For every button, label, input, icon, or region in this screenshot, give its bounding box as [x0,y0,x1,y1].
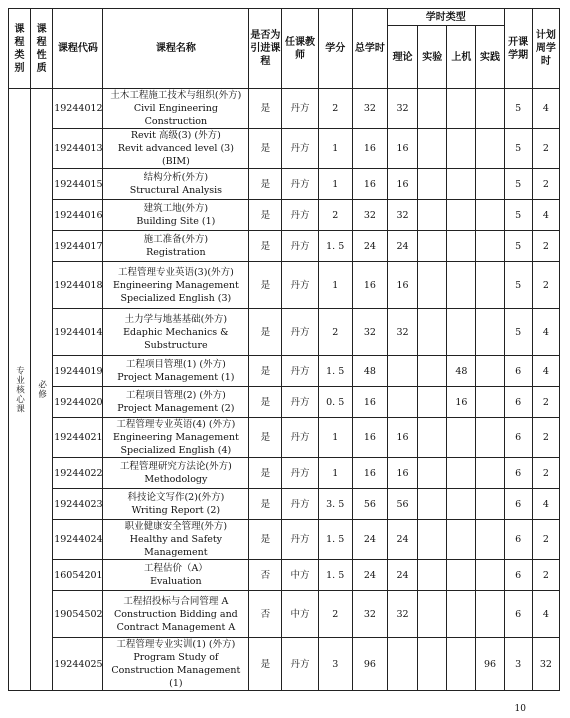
cell-total: 32 [352,309,387,356]
cell-teacher: 丹方 [282,262,318,309]
cell-computer [447,129,476,169]
table-row [9,387,560,418]
cell-code: 19244023 [53,489,103,520]
cell-practice [476,200,504,231]
course-name-en: Methodology [144,474,208,485]
cell-theory: 56 [387,489,417,520]
cell-semester: 6 [504,520,532,560]
cell-semester: 6 [504,591,532,638]
cell-experiment [418,520,447,560]
cell-course-name [103,309,249,356]
cell-computer [447,89,476,129]
cell-course-name [103,262,249,309]
cell-experiment [418,591,447,638]
cell-credit: 0. 5 [318,387,352,418]
course-name-cn: 工程项目管理(1) (外方) [125,359,226,370]
cell-total: 24 [352,231,387,262]
cell-course-name [103,458,249,489]
header-weekly-hours: 计划周学时 [532,9,559,89]
cell-teacher: 丹方 [282,89,318,129]
cell-computer [447,591,476,638]
cell-course-name [103,387,249,418]
header-name: 课程名称 [103,9,249,89]
page-number: 10 [514,704,526,714]
course-name-en: Writing Report (2) [131,505,221,516]
cell-total: 96 [352,638,387,691]
cell-weekly: 4 [532,309,559,356]
cell-code: 19244017 [53,231,103,262]
cell-computer [447,520,476,560]
cell-experiment [418,638,447,691]
cell-practice [476,520,504,560]
cell-weekly: 32 [532,638,559,691]
cell-total: 32 [352,591,387,638]
cell-code: 19244015 [53,169,103,200]
cell-computer [447,458,476,489]
cell-weekly: 4 [532,89,559,129]
cell-intro: 否 [249,560,282,591]
cell-course-name [103,418,249,458]
cell-theory: 32 [387,591,417,638]
cell-practice [476,262,504,309]
course-name-en: Edaphic Mechanics & Substructure [123,326,229,351]
cell-experiment [418,89,447,129]
cell-semester: 6 [504,560,532,591]
cell-computer [447,638,476,691]
cell-weekly: 2 [532,387,559,418]
cell-intro: 是 [249,262,282,309]
cell-semester: 5 [504,129,532,169]
header-semester: 开课学期 [504,9,532,89]
cell-teacher: 丹方 [282,520,318,560]
header-category: 课程类别 [9,9,31,89]
cell-practice [476,231,504,262]
cell-practice [476,458,504,489]
cell-teacher: 丹方 [282,638,318,691]
cell-practice [476,489,504,520]
course-name-cn: 科技论文写作(2)(外方) [127,492,225,503]
header-experiment: 实验 [418,26,447,89]
cell-code: 19244019 [53,356,103,387]
cell-credit: 1 [318,458,352,489]
cell-weekly: 2 [532,520,559,560]
cell-teacher: 丹方 [282,387,318,418]
table-row [9,418,560,458]
cell-semester: 6 [504,418,532,458]
course-name-cn: 土木工程施工技术与组织(外方) [110,90,242,101]
cell-weekly: 2 [532,418,559,458]
cell-semester: 3 [504,638,532,691]
cell-semester: 6 [504,489,532,520]
cell-theory: 32 [387,89,417,129]
cell-credit: 2 [318,591,352,638]
cell-teacher: 丹方 [282,231,318,262]
cell-code: 19244012 [53,89,103,129]
cell-teacher: 丹方 [282,489,318,520]
header-intro: 是否为引进课程 [249,9,282,89]
course-name-en: Project Management (2) [117,403,235,414]
cell-teacher: 中方 [282,560,318,591]
cell-credit: 3 [318,638,352,691]
header-total-hours: 总学时 [352,9,387,89]
header-code: 课程代码 [53,9,103,89]
cell-teacher: 丹方 [282,200,318,231]
cell-semester: 5 [504,262,532,309]
cell-teacher: 丹方 [282,129,318,169]
cell-computer [447,309,476,356]
cell-experiment [418,169,447,200]
cell-credit: 2 [318,89,352,129]
cell-experiment [418,489,447,520]
cell-intro: 是 [249,418,282,458]
cell-course-name [103,200,249,231]
cell-practice: 96 [476,638,504,691]
table-row [9,560,560,591]
cell-teacher: 丹方 [282,309,318,356]
course-name-en: Construction Bidding and Contract Management A [113,608,238,633]
cell-credit: 2 [318,200,352,231]
cell-semester: 5 [504,89,532,129]
cell-computer [447,489,476,520]
cell-intro: 是 [249,638,282,691]
header-nature: 课程性质 [31,9,53,89]
table-row [9,356,560,387]
cell-theory: 24 [387,520,417,560]
cell-code: 19244018 [53,262,103,309]
cell-experiment [418,200,447,231]
course-name-en: Engineering Management Specialized English (4) [112,432,239,456]
cell-weekly: 4 [532,200,559,231]
cell-course-name [103,169,249,200]
cell-total: 16 [352,418,387,458]
cell-total: 24 [352,520,387,560]
cell-credit: 1. 5 [318,356,352,387]
header-computer: 上机 [447,26,476,89]
cell-theory: 16 [387,262,417,309]
cell-semester: 6 [504,356,532,387]
cell-credit: 1 [318,418,352,458]
cell-intro: 是 [249,309,282,356]
cell-experiment [418,231,447,262]
cell-code: 19244025 [53,638,103,691]
cell-theory [387,638,417,691]
course-name-en: Healthy and Safety Management [129,534,223,558]
cell-theory: 16 [387,169,417,200]
course-name-en: Project Management (1) [117,372,235,383]
course-name-en: Structural Analysis [129,185,223,196]
cell-course-name [103,231,249,262]
cell-practice [476,418,504,458]
cell-practice [476,356,504,387]
course-name-cn: 工程项目管理(2) (外方) [125,390,226,401]
cell-credit: 1 [318,129,352,169]
cell-code: 19244022 [53,458,103,489]
cell-weekly: 2 [532,262,559,309]
cell-weekly: 4 [532,489,559,520]
cell-weekly: 2 [532,560,559,591]
cell-experiment [418,129,447,169]
course-name-cn: 工程管理专业英语(3)(外方) [117,266,234,278]
table-row [9,489,560,520]
cell-semester: 6 [504,387,532,418]
table-row [9,169,560,200]
cell-intro: 是 [249,231,282,262]
table-row [9,520,560,560]
course-name-cn: 工程管理专业实训(1) (外方) [116,639,236,650]
cell-theory: 24 [387,560,417,591]
cell-teacher: 丹方 [282,418,318,458]
cell-practice [476,591,504,638]
cell-total: 16 [352,458,387,489]
cell-code: 19244013 [53,129,103,169]
course-name-cn: 工程管理研究方法论(外方) [119,461,232,472]
cell-weekly: 4 [532,356,559,387]
cell-intro: 是 [249,489,282,520]
cell-intro: 是 [249,356,282,387]
cell-semester: 5 [504,309,532,356]
cell-practice [476,169,504,200]
cell-intro: 是 [249,129,282,169]
cell-course-name [103,591,249,638]
cell-credit: 1. 5 [318,520,352,560]
course-name-en: Revit advanced level (3) (BIM) [117,143,234,167]
cell-intro: 是 [249,200,282,231]
cell-computer [447,231,476,262]
table-row [9,89,560,129]
cell-semester: 6 [504,458,532,489]
course-name-cn: 工程估价（A） [143,563,208,574]
cell-experiment [418,309,447,356]
header-practice: 实践 [476,26,504,89]
course-name-cn: Revit 高级(3) (外方) [130,130,221,141]
cell-experiment [418,356,447,387]
cell-total: 16 [352,129,387,169]
course-name-cn: 施工准备(外方) [143,234,209,245]
course-name-en: Program Study of Construction Management (1) [111,652,241,689]
cell-experiment [418,458,447,489]
cell-credit: 1 [318,169,352,200]
table-row [9,200,560,231]
cell-intro: 是 [249,169,282,200]
cell-intro: 是 [249,458,282,489]
cell-theory: 32 [387,309,417,356]
table-row [9,458,560,489]
cell-computer [447,418,476,458]
table-row [9,262,560,309]
table-row [9,129,560,169]
cell-theory: 16 [387,129,417,169]
course-name-en: Engineering Management Specialized English (3) [112,279,239,304]
cell-semester: 5 [504,231,532,262]
cell-theory: 16 [387,418,417,458]
cell-experiment [418,262,447,309]
cell-code: 19244014 [53,309,103,356]
cell-practice [476,89,504,129]
cell-total: 16 [352,169,387,200]
cell-intro: 是 [249,387,282,418]
cell-code: 19244024 [53,520,103,560]
cell-intro: 是 [249,89,282,129]
course-name-en: Registration [146,247,206,258]
cell-credit: 1. 5 [318,231,352,262]
cell-course-name [103,520,249,560]
cell-computer [447,560,476,591]
cell-credit: 1. 5 [318,560,352,591]
cell-semester: 5 [504,200,532,231]
cell-course-name [103,356,249,387]
course-name-cn: 建筑工地(外方) [143,203,209,214]
cell-teacher: 中方 [282,591,318,638]
cell-course-name [103,638,249,691]
course-table [8,8,560,691]
course-name-cn: 土力学与地基基础(外方) [124,313,228,325]
cell-total: 48 [352,356,387,387]
header-credit: 学分 [318,9,352,89]
group-category: 专业核心课 [9,89,31,691]
cell-computer [447,262,476,309]
cell-weekly: 2 [532,169,559,200]
cell-experiment [418,418,447,458]
table-row [9,231,560,262]
cell-theory: 32 [387,200,417,231]
course-name-en: Civil Engineering Construction [133,103,218,127]
header-hour-type: 学时类型 [387,9,504,26]
cell-total: 56 [352,489,387,520]
cell-code: 19244021 [53,418,103,458]
cell-weekly: 2 [532,129,559,169]
cell-practice [476,387,504,418]
cell-experiment [418,387,447,418]
cell-course-name [103,560,249,591]
cell-weekly: 2 [532,231,559,262]
cell-course-name [103,489,249,520]
table-row [9,309,560,356]
cell-theory [387,356,417,387]
cell-weekly: 2 [532,458,559,489]
cell-total: 16 [352,387,387,418]
cell-intro: 是 [249,520,282,560]
cell-computer: 16 [447,387,476,418]
cell-practice [476,309,504,356]
cell-total: 32 [352,89,387,129]
group-nature: 必修 [31,89,53,691]
cell-experiment [418,560,447,591]
course-name-cn: 职业健康安全管理(外方) [124,521,228,532]
cell-total: 24 [352,560,387,591]
cell-semester: 5 [504,169,532,200]
cell-code: 19244016 [53,200,103,231]
cell-theory [387,387,417,418]
cell-course-name [103,89,249,129]
cell-total: 16 [352,262,387,309]
course-name-cn: 结构分析(外方) [143,172,209,183]
cell-teacher: 丹方 [282,458,318,489]
cell-teacher: 丹方 [282,356,318,387]
course-name-en: Building Site (1) [136,216,216,227]
cell-code: 19244020 [53,387,103,418]
cell-theory: 24 [387,231,417,262]
cell-intro: 否 [249,591,282,638]
cell-computer [447,200,476,231]
course-name-cn: 工程招投标与合同管理 A [123,595,229,607]
cell-theory: 16 [387,458,417,489]
table-row [9,591,560,638]
course-name-en: Evaluation [150,576,202,587]
cell-credit: 1 [318,262,352,309]
cell-course-name [103,129,249,169]
header-teacher: 任课教师 [282,9,318,89]
cell-weekly: 4 [532,591,559,638]
course-name-cn: 工程管理专业英语(4) (外方) [116,419,236,430]
cell-code: 19054502 [53,591,103,638]
cell-practice [476,560,504,591]
cell-code: 16054201 [53,560,103,591]
cell-credit: 3. 5 [318,489,352,520]
table-row [9,638,560,691]
cell-total: 32 [352,200,387,231]
cell-teacher: 丹方 [282,169,318,200]
cell-computer: 48 [447,356,476,387]
cell-credit: 2 [318,309,352,356]
cell-computer [447,169,476,200]
cell-practice [476,129,504,169]
header-theory: 理论 [387,26,417,89]
